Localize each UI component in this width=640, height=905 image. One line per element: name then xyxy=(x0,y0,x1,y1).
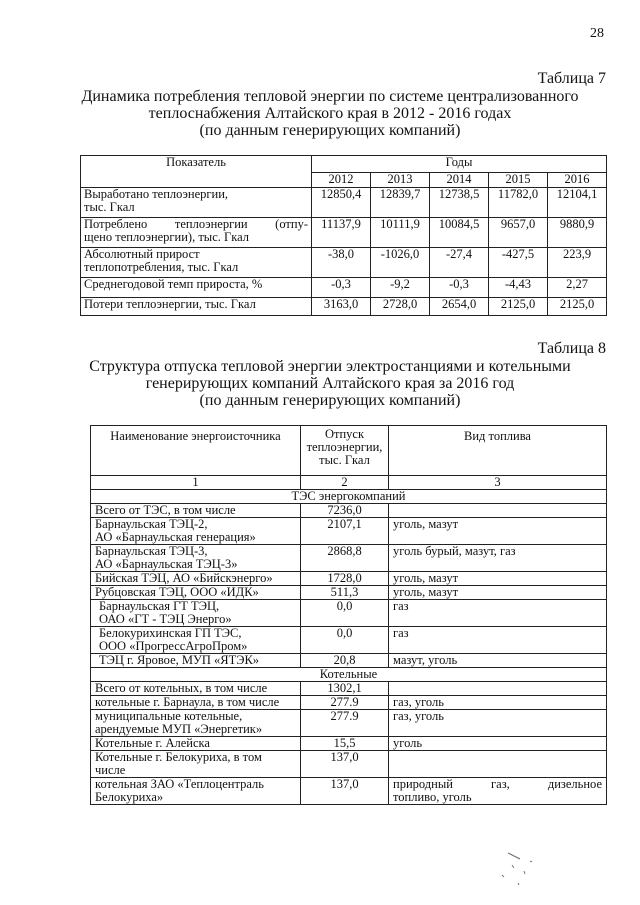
table7-caption xyxy=(60,88,600,139)
t7-year: 2016 xyxy=(548,173,607,188)
t8-col-number: 2 xyxy=(301,476,389,490)
t7-value: 2654,0 xyxy=(430,298,489,316)
t7-indicator: Среднегодовой темп прироста, % xyxy=(81,278,312,298)
table-row xyxy=(81,298,607,316)
table8-label: Таблица 8 xyxy=(537,340,606,357)
t8-section-tes: ТЭС энергокомпаний xyxy=(91,490,607,504)
table7-title-line: (по данным генерирующих компаний) xyxy=(199,122,461,139)
table-row xyxy=(81,278,607,298)
t8-col-number: 1 xyxy=(91,476,301,490)
t8-supply: 15,5 xyxy=(301,737,389,751)
table8 xyxy=(90,425,607,805)
table-row xyxy=(91,627,607,654)
t8-header-supply: Отпуск теплоэнергии, тыс. Гкал xyxy=(301,426,389,476)
t8-fuel: газ xyxy=(389,600,607,627)
t7-value: -4,43 xyxy=(489,278,548,298)
t7-value: 2728,0 xyxy=(371,298,430,316)
table-row xyxy=(81,218,607,248)
t7-value: 223,9 xyxy=(548,248,607,278)
table8-title-line: генерирующих компаний Алтайского края за 2016 год xyxy=(145,375,515,392)
t8-source: Белокурихинская ГП ТЭС, ООО «ПрогрессАгроПром» xyxy=(91,627,301,654)
t7-indicator: Выработано теплоэнергии, тыс. Гкал xyxy=(81,188,312,218)
table-row xyxy=(91,586,607,600)
table-row xyxy=(91,682,607,696)
t8-supply: 0,0 xyxy=(301,627,389,654)
table-row xyxy=(81,188,607,218)
t7-value: 2125,0 xyxy=(489,298,548,316)
table-row xyxy=(91,696,607,710)
t7-indicator: Потери теплоэнергии, тыс. Гкал xyxy=(81,298,312,316)
t7-indicator: Абсолютный прирост теплопотребления, тыс. Гкал xyxy=(81,248,312,278)
t7-value: 9657,0 xyxy=(489,218,548,248)
t8-source: котельная ЗАО «Теплоцентраль Белокуриха» xyxy=(91,778,301,805)
t7-value: 12839,7 xyxy=(371,188,430,218)
t8-supply: 20,8 xyxy=(301,654,389,668)
table-row xyxy=(91,518,607,545)
t8-supply: 2107,1 xyxy=(301,518,389,545)
t7-indicator: Потреблено теплоэнергии (отпу- щено теплоэнергии), тыс. Гкал xyxy=(81,218,312,248)
t8-supply: 1302,1 xyxy=(301,682,389,696)
t8-fuel: газ xyxy=(389,627,607,654)
t8-fuel: уголь бурый, мазут, газ xyxy=(389,545,607,572)
t8-source: Котельные г. Белокуриха, в том числе xyxy=(91,751,301,778)
t8-supply: 277.9 xyxy=(301,696,389,710)
t7-value: 3163,0 xyxy=(312,298,371,316)
t7-value: -0,3 xyxy=(430,278,489,298)
table-row xyxy=(91,710,607,737)
t8-fuel: уголь, мазут xyxy=(389,586,607,600)
t8-source: Барнаульская ТЭЦ-3, АО «Барнаульская ТЭЦ-3» xyxy=(91,545,301,572)
t8-section-boilers: Котельные xyxy=(91,668,607,682)
t8-source: муниципальные котельные, арендуемые МУП «Энергетик» xyxy=(91,710,301,737)
t8-fuel: уголь, мазут xyxy=(389,518,607,545)
t8-fuel xyxy=(389,504,607,518)
t8-supply: 511,3 xyxy=(301,586,389,600)
t7-value: -38,0 xyxy=(312,248,371,278)
t7-header-years: Годы xyxy=(312,156,607,173)
t8-fuel xyxy=(389,682,607,696)
t7-year: 2014 xyxy=(430,173,489,188)
t7-value: 11782,0 xyxy=(489,188,548,218)
table-row xyxy=(91,654,607,668)
t8-supply: 2868,8 xyxy=(301,545,389,572)
t8-source: ТЭЦ г. Яровое, МУП «ЯТЭК» xyxy=(91,654,301,668)
t7-value: -1026,0 xyxy=(371,248,430,278)
t7-value: 10111,9 xyxy=(371,218,430,248)
table8-caption xyxy=(60,358,600,409)
t8-fuel: газ, уголь xyxy=(389,696,607,710)
t8-source: Барнаульская ГТ ТЭЦ, ОАО «ГТ - ТЭЦ Энерго» xyxy=(91,600,301,627)
t7-value: -427,5 xyxy=(489,248,548,278)
t8-fuel: уголь, мазут xyxy=(389,572,607,586)
table8-title-line: Структура отпуска тепловой энергии электростанциями и котельными xyxy=(89,358,571,375)
t8-col-number: 3 xyxy=(389,476,607,490)
t8-fuel: газ, уголь xyxy=(389,710,607,737)
t8-source: Всего от котельных, в том числе xyxy=(91,682,301,696)
t7-header-indicator: Показатель xyxy=(81,156,312,188)
scan-marks-icon xyxy=(490,845,550,895)
t7-value: -0,3 xyxy=(312,278,371,298)
t7-value: -27,4 xyxy=(430,248,489,278)
t7-year: 2013 xyxy=(371,173,430,188)
t7-value: 12850,4 xyxy=(312,188,371,218)
page-number: 28 xyxy=(590,26,604,41)
t8-fuel: уголь xyxy=(389,737,607,751)
table7-title-line: теплоснабжения Алтайского края в 2012 - 2016 годах xyxy=(148,105,512,122)
t7-value: 11137,9 xyxy=(312,218,371,248)
t7-value: 2,27 xyxy=(548,278,607,298)
t7-value: 12738,5 xyxy=(430,188,489,218)
t8-fuel xyxy=(389,751,607,778)
t8-supply: 137,0 xyxy=(301,751,389,778)
t8-supply: 277.9 xyxy=(301,710,389,737)
table-row xyxy=(91,545,607,572)
t8-supply: 1728,0 xyxy=(301,572,389,586)
table7-label: Таблица 7 xyxy=(537,70,606,87)
t7-value: -9,2 xyxy=(371,278,430,298)
t7-value: 9880,9 xyxy=(548,218,607,248)
table-row xyxy=(91,572,607,586)
t8-supply: 137,0 xyxy=(301,778,389,805)
t8-fuel: природный газ, дизельное топливо, уголь xyxy=(389,778,607,805)
table-row xyxy=(91,504,607,518)
table-row xyxy=(91,600,607,627)
t8-source: Всего от ТЭС, в том числе xyxy=(91,504,301,518)
t8-header-source: Наименование энергоисточника xyxy=(91,426,301,476)
t8-supply: 0,0 xyxy=(301,600,389,627)
table-row xyxy=(91,778,607,805)
table8-title-line: (по данным генерирующих компаний) xyxy=(199,392,461,409)
t8-supply: 7236,0 xyxy=(301,504,389,518)
table-row xyxy=(91,737,607,751)
table7 xyxy=(80,155,607,316)
table-row xyxy=(91,751,607,778)
t7-year: 2012 xyxy=(312,173,371,188)
t7-year: 2015 xyxy=(489,173,548,188)
table7-title-line: Динамика потребления тепловой энергии по системе централизованного xyxy=(81,88,579,105)
t8-source: Рубцовская ТЭЦ, ООО «ИДК» xyxy=(91,586,301,600)
t8-source: Бийская ТЭЦ, АО «Бийскэнерго» xyxy=(91,572,301,586)
t7-value: 12104,1 xyxy=(548,188,607,218)
t8-fuel: мазут, уголь xyxy=(389,654,607,668)
t7-value: 10084,5 xyxy=(430,218,489,248)
t8-source: Котельные г. Алейска xyxy=(91,737,301,751)
t8-source: Барнаульская ТЭЦ-2, АО «Барнаульская генерация» xyxy=(91,518,301,545)
t7-value: 2125,0 xyxy=(548,298,607,316)
t8-source: котельные г. Барнаула, в том числе xyxy=(91,696,301,710)
table-row xyxy=(81,248,607,278)
t8-header-fuel: Вид топлива xyxy=(389,426,607,476)
